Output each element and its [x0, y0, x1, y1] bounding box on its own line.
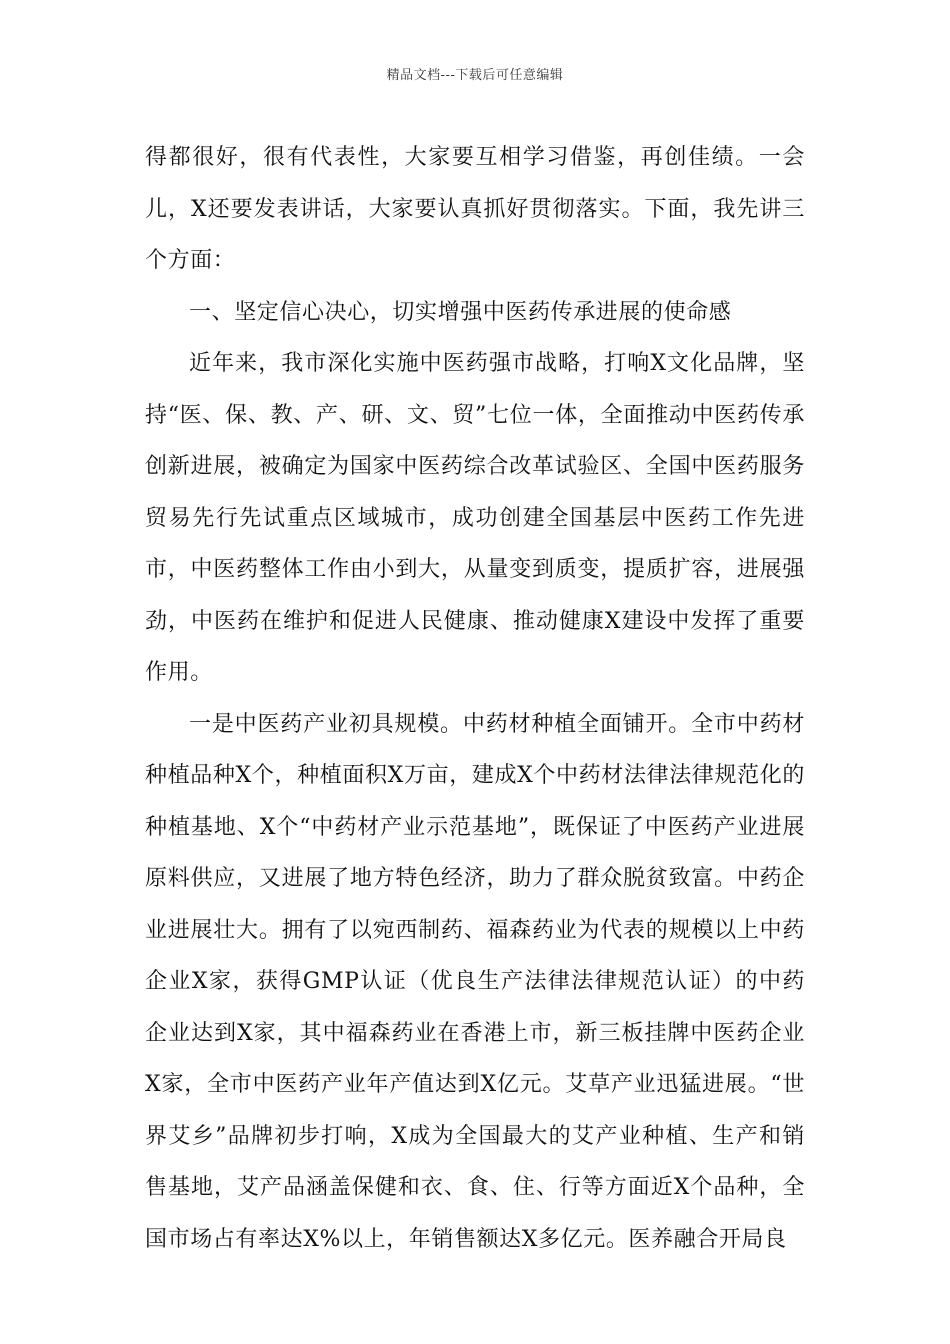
paragraph-continuation: 得都很好，很有代表性，大家要互相学习借鉴，再创佳绩。一会儿，X还要发表讲话，大家要认真抓好贯彻落实。下面，我先讲三个方面： [145, 145, 805, 273]
paragraph-industry: 一是中医药产业初具规模。中药材种植全面铺开。全市中药材种植品种X个，种植面积X万亩，建成X个中药材法律法律规范化的种植基地、X个“中药材产业示范基地”，既保证了中医药产业进展原料供应，又进展了地方特色经济，助力了群众脱贫致富。中药企业进展壮大。拥有了以宛西制药、福森药业为代表的规模以上中药企业X家，获得GMP认证（优良生产法律法律规范认证）的中药企业达到X家，其中福森药业在香港上市，新三板挂牌中医药企业X家，全市中医药产业年产值达到X亿元。艾草产业迅猛进展。“世界艾乡”品牌初步打响，X成为全国最大的艾产业种植、生产和销售基地，艾产品涵盖保健和衣、食、住、行等方面近X个品种，全国市场占有率达X%以上，年销售额达X多亿元。医养融合开局良 [145, 711, 805, 1252]
paragraph-overview: 近年来，我市深化实施中医药强市战略，打响X文化品牌，坚持“医、保、教、产、研、文、贸”七位一体，全面推动中医药传承创新进展，被确定为国家中医药综合改革试验区、全国中医药服务贸易先行先试重点区域城市，成功创建全国基层中医药工作先进市，中医药整体工作由小到大，从量变到质变，提质扩容，进展强劲，中医药在维护和促进人民健康、推动健康X建设中发挥了重要作用。 [145, 351, 805, 685]
section-heading: 一、坚定信心决心，切实增强中医药传承进展的使命感 [189, 299, 732, 325]
page-header: 精品文档---下载后可任意编辑 [386, 68, 564, 83]
document-body [145, 132, 805, 1265]
